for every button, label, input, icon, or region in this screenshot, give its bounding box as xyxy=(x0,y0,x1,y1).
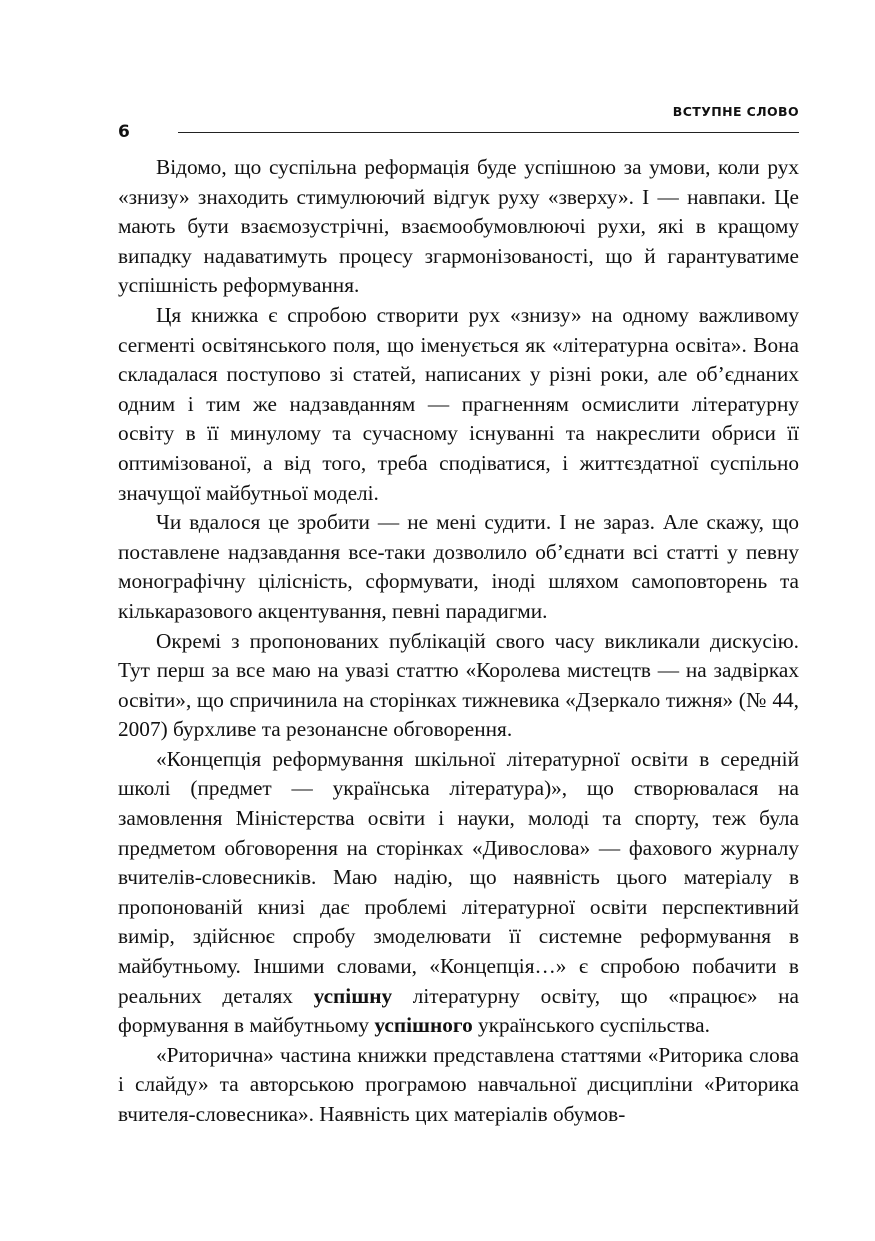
page-body xyxy=(118,153,799,1130)
paragraph-6: «Риторична» частина книжки представлена статтями «Риторика слова і слайду» та авторською програмою навчальної дисципліни «Риторика вчителя-словесника». Наявність цих матеріалів обумов- xyxy=(118,1042,799,1126)
running-title: ВСТУПНЕ СЛОВО xyxy=(672,104,799,119)
paragraph-5-text-b: літературну освіту, що «працює» на формування в майбутньому xyxy=(118,983,799,1038)
paragraph-2: Ця книжка є спробою створити рух «знизу» на одному важливому сегменті освітянського поля, що іменується як «літературна освіта». Вона складалася поступово зі статей, написаних у різні роки, але об’єднаних одним і тим же надзавданням — прагненням осмислити літературну освіту в її минулому та сучасному існуванні та накреслити обриси її оптимізованої, а від того, треба сподіватися, і життєздатної суспільно значущої майбутньої моделі. xyxy=(118,302,799,505)
paragraph-5-text-c: українського суспільства. xyxy=(472,1013,710,1038)
paragraph-1: Відомо, що суспільна реформація буде успішною за умови, коли рух «знизу» знаходить стимулюючий відгук руху «зверху». І — навпаки. Це мають бути взаємозустрічні, взаємообумовлюючі рухи, які в кращому випадку надаватимуть процесу згармонізованості, що й гарантуватиме успішність реформування. xyxy=(118,155,799,298)
header-rule xyxy=(178,132,799,133)
page-number: 6 xyxy=(118,122,130,142)
page-header xyxy=(118,100,799,140)
emphasis-successful-education: успішну xyxy=(313,983,393,1008)
emphasis-successful-society: успішного xyxy=(374,1013,473,1038)
paragraph-3: Чи вдалося це зробити — не мені судити. І не зараз. Але скажу, що поставлене надзавдання все-таки дозволило об’єднати всі статті у певну монографічну цілісність, сформувати, іноді шляхом самоповторень та кількаразового акцентування, певні парадигми. xyxy=(118,510,799,623)
paragraph-4: Окремі з пропонованих публікацій свого часу викликали дискусію. Тут перш за все маю на увазі статтю «Королева мистецтв — на задвірках освіти», що спричинила на сторінках тижневика «Дзеркало тижня» (№ 44, 2007) бурхливе та резонансне обговорення. xyxy=(118,628,799,742)
paragraph-5 xyxy=(118,745,799,1041)
paragraph-5-text-a: «Концепція реформування шкільної літературної освіти в середній школі (предмет — українська література)», що створювалася на замовлення Міністерства освіти і науки, молоді та спорту, теж була предметом обговорення на сторінках «Дивослова» — фахового журналу вчителів-словесників. Маю надію, що наявність цього матеріалу в пропонованій книзі дає проблемі літературної освіти перспективний вимір, здійснює спробу змоделювати її системне реформування в майбутньому. Іншими словами, «Концепція…» є спробою побачити в реальних деталях xyxy=(118,746,799,1008)
